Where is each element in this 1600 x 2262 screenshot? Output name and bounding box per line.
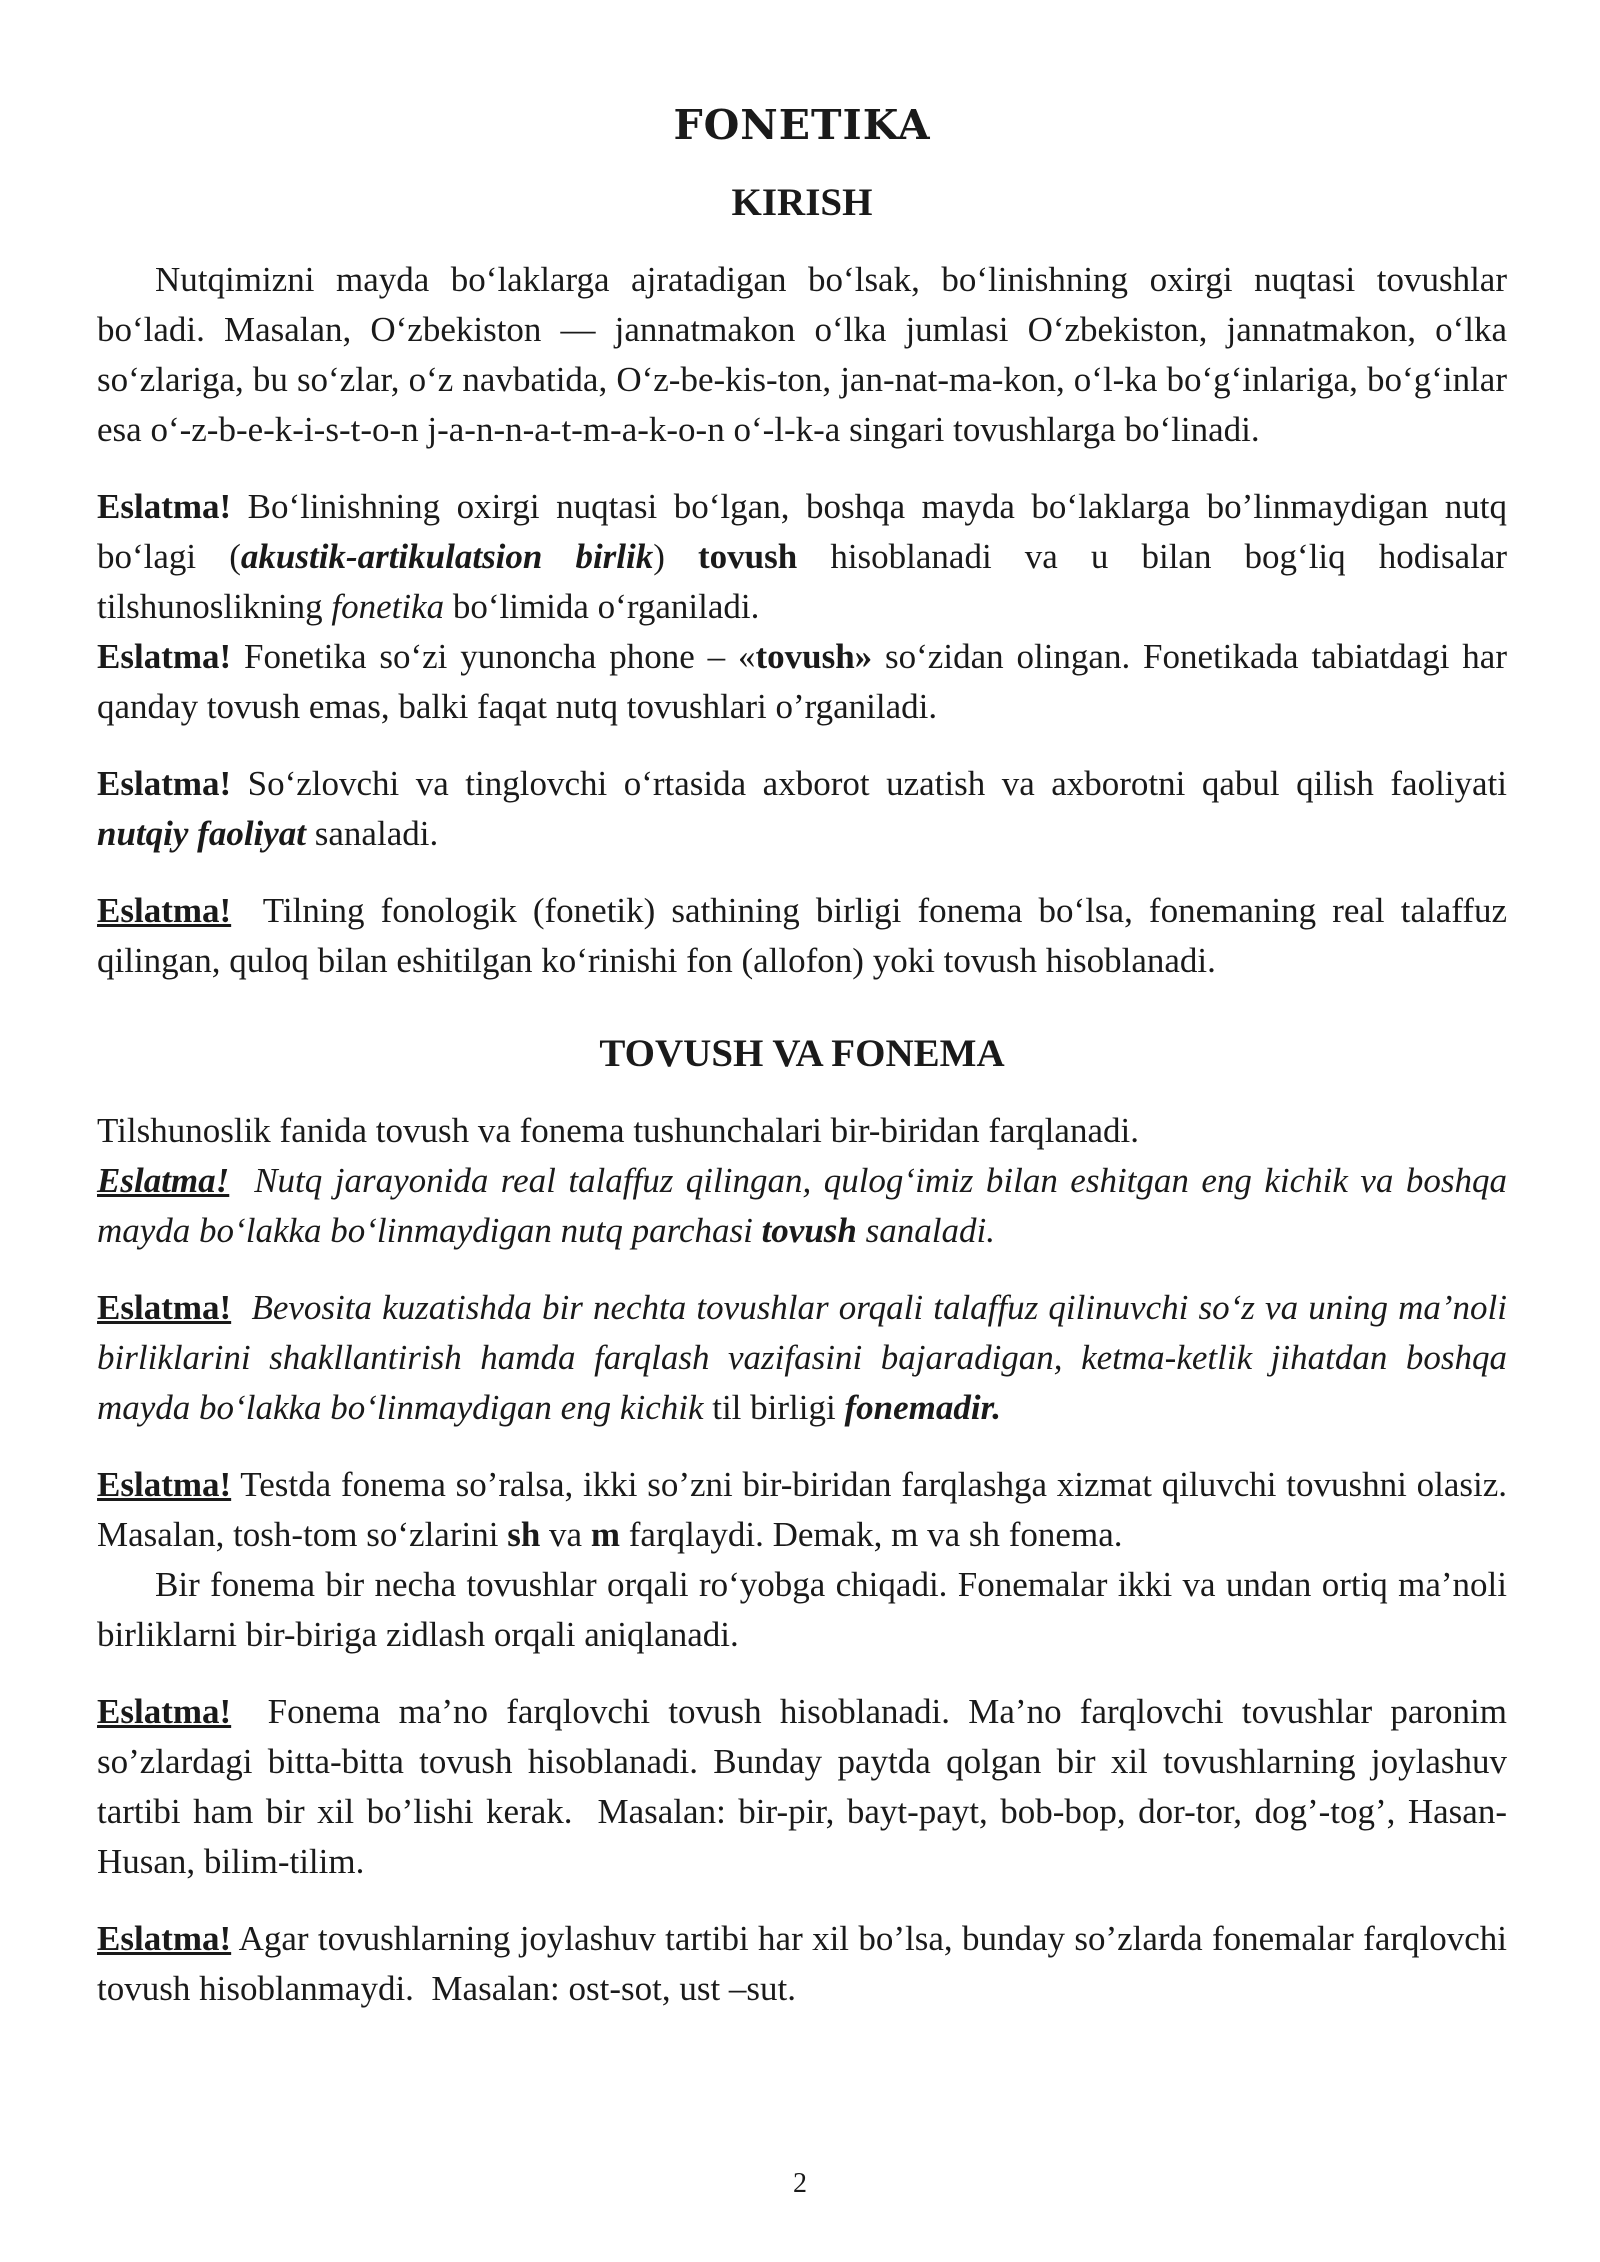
page-number: 2: [793, 2168, 807, 2199]
note-label: Eslatma!: [97, 487, 232, 526]
text-run: sanaladi.: [856, 1211, 995, 1250]
italic-term: fonetika: [331, 587, 445, 626]
text-run: til birligi: [703, 1388, 845, 1427]
note-label: Eslatma!: [97, 764, 232, 803]
document-page: [97, 95, 1516, 2014]
note-label: Eslatma!: [97, 1288, 232, 1327]
bold-term: tovush»: [755, 637, 873, 676]
text-run: Bevosita kuzatishda bir nechta tovushlar orqali talaffuz qilinuvchi so‘z va uning ma’noli birliklarini shakllantirish hamda farqlash vazifasini bajaradigan, ketma-ketlik jihatdan boshqa mayda bo‘lakka bo‘linmaydigan eng kichik: [97, 1288, 1516, 1427]
note-paragraph: [97, 759, 1507, 859]
section-heading-kirish: KIRISH: [731, 181, 873, 224]
text-run: Tilning fonologik (fonetik) sathining birligi fonema bo‘lsa, fonemaning real talaffuz qilingan, quloq bilan eshitilgan ko‘rinishi fon (allofon) yoki tovush hisoblanadi.: [97, 891, 1516, 980]
note-paragraph: [97, 886, 1516, 986]
note-paragraph: [97, 1914, 1516, 2014]
note-paragraph: [97, 1283, 1516, 1433]
note-label: Eslatma!: [97, 1161, 230, 1200]
emphasis-term: akustik-artikulatsion birlik: [240, 537, 654, 576]
text-run: Fonetika so‘zi yunoncha phone – «: [231, 637, 756, 676]
text-run: Agar tovushlarning joylashuv tartibi har xil bo’lsa, bunday so’zlarda fonemalar farqlovchi tovush hisoblanmaydi. Masalan: ost-sot, ust –sut.: [97, 1919, 1516, 2008]
text-run: Testda fonema so’ralsa, ikki so’zni bir-biridan farqlashga xizmat qiluvchi tovushni olasiz. Masalan, tosh-tom so‘zlarini: [97, 1465, 1507, 1554]
emphasis-term: nutqiy faoliyat: [97, 814, 307, 853]
text-run: hisoblanadi va u bilan bog‘liq hodisalar tilshunoslikning: [97, 537, 1508, 626]
text-run: Fonema ma’no farqlovchi tovush hisoblanadi. Ma’no farqlovchi tovushlar paronim so’zlardagi bitta-bitta tovush hisoblanadi. Bunday paytda qolgan bir xil tovushlarning joylashuv tartibi ham bir xil bo’lishi kerak. Masalan: bir-pir, bayt-payt, bob-bop, dor-tor, dog’-tog’, Hasan-Husan, bilim-tilim.: [97, 1692, 1516, 1881]
text-run: va: [540, 1515, 591, 1554]
bold-term: m: [590, 1515, 620, 1554]
note-paragraph: [97, 482, 1507, 632]
bold-term: tovush: [698, 537, 798, 576]
note-label: Eslatma!: [97, 1465, 232, 1504]
section-heading-tovush-va-fonema: TOVUSH VA FONEMA: [599, 1032, 1005, 1075]
emphasis-term: fonemadir.: [844, 1388, 1002, 1427]
text-run: sanaladi.: [306, 814, 439, 853]
note-paragraph: [97, 1156, 1516, 1256]
text-run: Nutq jarayonida real talaffuz qilingan, qulog‘imiz bilan eshitgan eng kichik va boshqa mayda bo‘lakka bo‘linmaydigan nutq parchasi: [97, 1161, 1516, 1250]
note-label: Eslatma!: [97, 637, 232, 676]
text-run: farqlaydi. Demak, m va sh fonema.: [620, 1515, 1123, 1554]
intro-paragraph: Nutqimizni mayda bo‘laklarga ajratadigan bo‘lsak, bo‘linishning oxirgi nuqtasi tovushlar bo‘ladi. Masalan, O‘zbekiston — jannatmakon o‘lka jumlasi O‘zbekiston, jannatmakon, o‘lka so‘zlariga, bu so‘zlar, o‘z navbatida, O‘z-be-kis-ton, jan-nat-ma-kon, o‘l-ka bo‘g‘inlariga, bo‘g‘inlar esa o‘-z-b-e-k-i-s-t-o-n j-a-n-n-a-t-m-a-k-o-n o‘-l-k-a singari tovushlarga bo‘linadi.: [97, 260, 1507, 449]
note-paragraph: [97, 1687, 1516, 1887]
note-paragraph: [97, 632, 1507, 732]
text-run: So‘zlovchi va tinglovchi o‘rtasida axborot uzatish va axborotni qabul qilish faoliyati: [231, 764, 1507, 803]
text-run: bo‘limida o‘rganiladi.: [444, 587, 760, 626]
text-run: ): [653, 537, 699, 576]
note-label: Eslatma!: [97, 1919, 232, 1958]
bold-term: tovush: [761, 1211, 857, 1250]
bold-term: sh: [507, 1515, 541, 1554]
note-paragraph: [97, 1460, 1507, 1560]
text-run: so‘zidan olingan. Fonetikada tabiatdagi har qanday tovush emas, balki faqat nutq tovushlari o’rganiladi.: [97, 637, 1507, 726]
text-run: Bo‘linishning oxirgi nuqtasi bo‘lgan, boshqa mayda bo‘laklarga bo’linmaydigan nutq bo‘lagi (: [97, 487, 1507, 576]
document-title: FONETIKA: [673, 101, 931, 149]
section-intro-paragraph: Tilshunoslik fanida tovush va fonema tushunchalari bir-biridan farqlanadi.: [97, 1111, 1139, 1150]
body-paragraph: Bir fonema bir necha tovushlar orqali ro‘yobga chiqadi. Fonemalar ikki va undan ortiq ma’noli birliklarni bir-biriga zidlash orqali aniqlanadi.: [97, 1565, 1507, 1654]
note-label: Eslatma!: [97, 891, 232, 930]
note-label: Eslatma!: [97, 1692, 232, 1731]
